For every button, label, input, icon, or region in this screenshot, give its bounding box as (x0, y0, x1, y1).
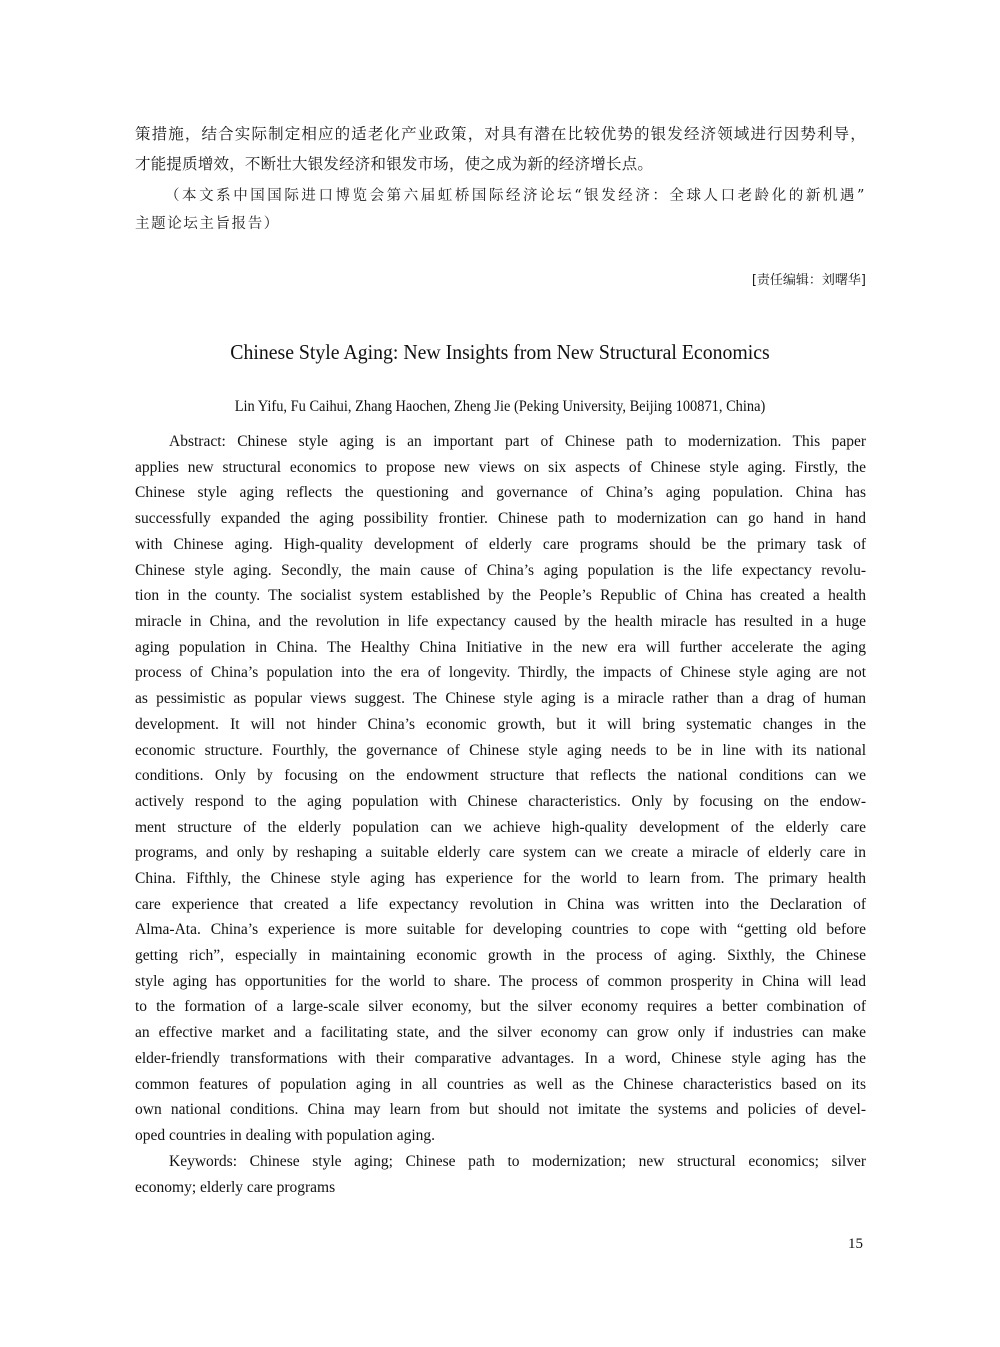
abstract-line: ment structure of the elderly population can we achieve high-quality development of the elderly care (135, 819, 866, 836)
chinese-paragraph-line: 才能提质增效，不断壮大银发经济和银发市场，使之成为新的经济增长点。 (135, 155, 654, 173)
abstract-line: as pessimistic as popular views suggest. The Chinese style aging is a miracle rather than a drag of human (135, 690, 866, 707)
abstract-line: own national conditions. China may learn from but should not imitate the systems and policies of devel- (135, 1101, 866, 1118)
abstract-line: programs, and only by reshaping a suitable elderly care system can we create a miracle of elderly care in (135, 844, 866, 861)
responsible-editor: [责任编辑：刘曙华] (751, 273, 866, 288)
abstract-line: care experience that created a life expectancy revolution in China was written into the Declaration of (135, 896, 866, 913)
abstract-line: miracle in China, and the revolution in life expectancy caused by the health miracle has resulted in a huge (135, 613, 866, 630)
chinese-note-line: （本文系中国国际进口博览会第六届虹桥国际经济论坛“银发经济：全球人口老龄化的新机遇” (165, 188, 866, 204)
chinese-paragraph-line: 策措施，结合实际制定相应的适老化产业政策，对具有潜在比较优势的银发经济领域进行因势利导， (135, 125, 866, 143)
abstract-line: an effective market and a facilitating state, and the silver economy can grow only if industries can make (135, 1024, 866, 1041)
abstract-line: getting rich”, especially in maintaining economic growth in the process of aging. Sixthly, the Chinese (135, 947, 866, 964)
abstract-line: aging population in China. The Healthy China Initiative in the new era will further accelerate the aging (135, 639, 866, 656)
abstract-line: economic structure. Fourthly, the governance of Chinese style aging needs to be in line with its national (135, 742, 866, 759)
abstract-line: Chinese style aging. Secondly, the main cause of China’s aging population is the life expectancy revolu- (135, 562, 866, 579)
chinese-note-line: 主题论坛主旨报告） (135, 216, 280, 232)
abstract-line: to the formation of a large-scale silver economy, but the silver economy requires a better combination of (135, 998, 866, 1015)
abstract-line: actively respond to the aging population with Chinese characteristics. Only by focusing on the endow- (135, 793, 866, 810)
abstract-line: conditions. Only by focusing on the endowment structure that reflects the national conditions can we (135, 767, 866, 784)
abstract-line: Alma-Ata. China’s experience is more suitable for developing countries to cope with “getting old before (135, 921, 866, 938)
abstract-line: China. Fifthly, the Chinese style aging has experience for the world to learn from. The primary health (135, 870, 866, 887)
abstract-line: with Chinese aging. High-quality development of elderly care programs should be the primary task of (135, 536, 866, 553)
abstract-line: oped countries in dealing with population aging. (135, 1127, 436, 1144)
keywords-line: Keywords: Chinese style aging; Chinese path to modernization; new structural economics; silver (169, 1153, 866, 1170)
article-title: Chinese Style Aging: New Insights from New Structural Economics (230, 340, 770, 364)
abstract-line: common features of population aging in all countries as well as the Chinese characteristics based on its (135, 1076, 866, 1093)
abstract-line: development. It will not hinder China’s economic growth, but it will bring systematic changes in the (135, 716, 866, 733)
keywords-line: economy; elderly care programs (135, 1179, 336, 1196)
abstract-line: Chinese style aging reflects the questioning and governance of China’s aging population. China has (135, 484, 866, 501)
abstract-line: tion in the county. The socialist system established by the People’s Republic of China has created a health (135, 587, 866, 604)
abstract-line: Abstract: Chinese style aging is an important part of Chinese path to modernization. This paper (169, 433, 866, 450)
abstract-line: successfully expanded the aging possibility frontier. Chinese path to modernization can go hand in hand (135, 510, 866, 527)
abstract-line: style aging has opportunities for the world to share. The process of common prosperity in China will lead (135, 973, 866, 990)
abstract-line: elder-friendly transformations with their comparative advantages. In a word, Chinese style aging has the (135, 1050, 866, 1067)
page-number: 15 (848, 1236, 863, 1252)
abstract-line: process of China’s population into the era of longevity. Thirdly, the impacts of Chinese style aging are not (135, 664, 866, 681)
article-authors: Lin Yifu, Fu Caihui, Zhang Haochen, Zheng Jie (Peking University, Beijing 100871, China) (234, 398, 766, 415)
abstract-line: applies new structural economics to propose new views on six aspects of Chinese style aging. Firstly, the (135, 459, 866, 476)
